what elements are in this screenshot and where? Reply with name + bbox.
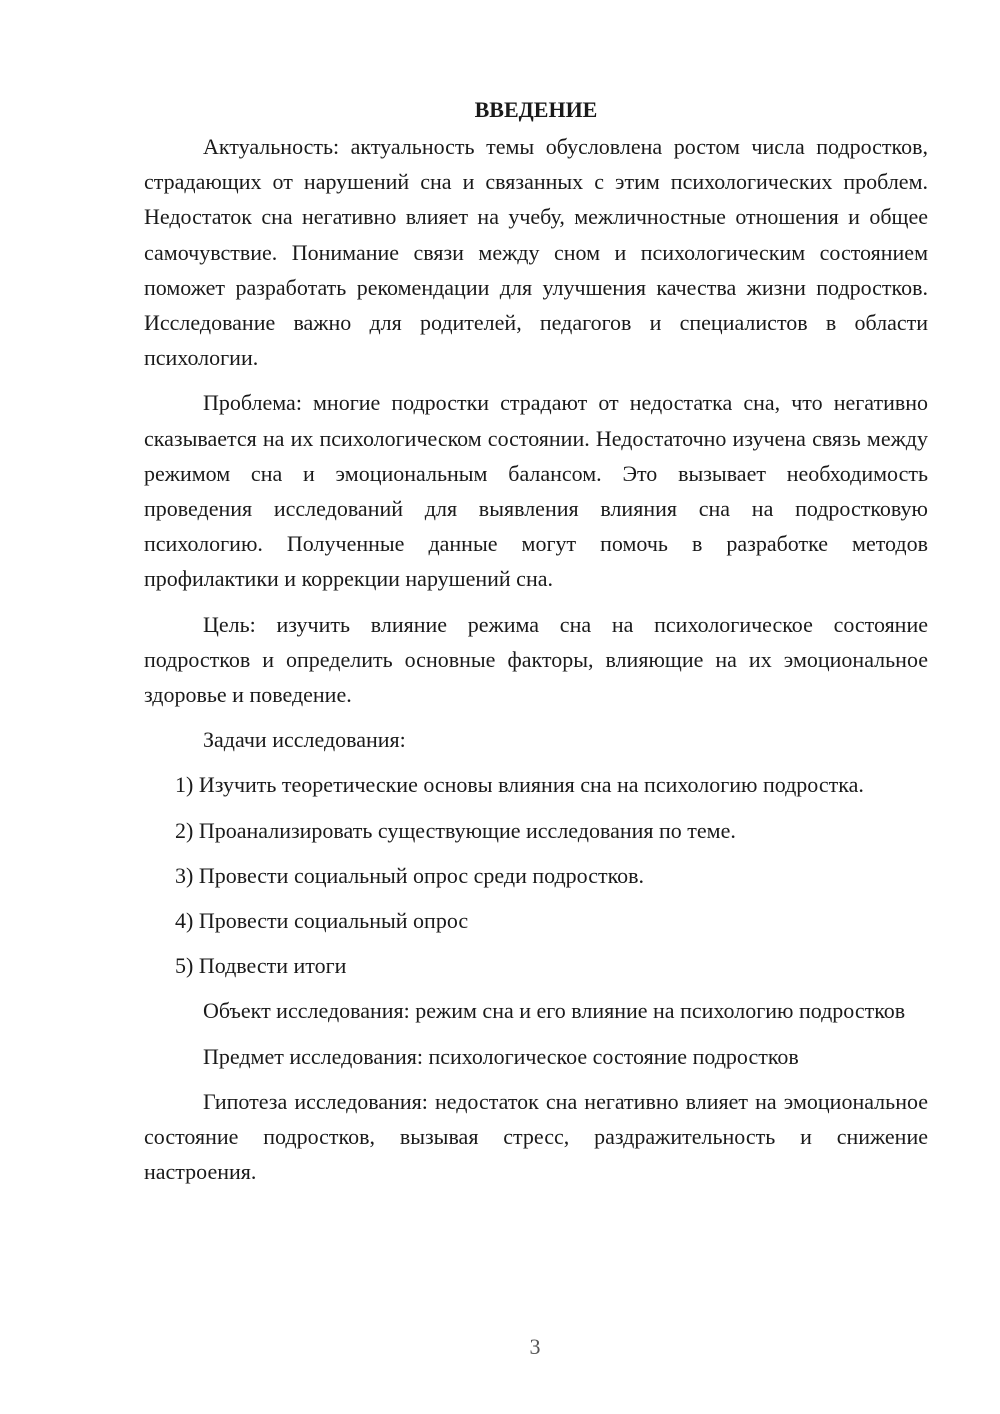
paragraph-hypothesis: Гипотеза исследования: недостаток сна негативно влияет на эмоциональное состояние подростков, вызывая стресс, раздражительность и снижение настроения. (144, 1088, 928, 1185)
paragraph-relevance: Актуальность: актуальность темы обусловлена ростом числа подростков, страдающих от нарушений сна и связанных с этим психологических проблем. Недостаток сна негативно влияет на учебу, межличностные отношения и общее самочувствие. Понимание связи между сном и психологическим состоянием поможет разработать рекомендации для улучшения качества жизни подростков. Исследование важно для родителей, педагогов и специалистов в области психологии. (144, 134, 928, 371)
task-item-4: 4) Провести социальный опрос (175, 908, 469, 934)
task-item-2: 2) Проанализировать существующие исследования по теме. (175, 817, 736, 843)
task-item-3: 3) Провести социальный опрос среди подростков. (175, 862, 645, 888)
task-item-5: 5) Подвести итоги (175, 953, 347, 979)
paragraph-object: Объект исследования: режим сна и его влияние на психологию подростков (203, 998, 906, 1024)
document-page (144, 92, 928, 1199)
tasks-list (144, 767, 928, 983)
task-item-1: 1) Изучить теоретические основы влияния сна на психологию подростка. (175, 772, 864, 798)
page-number: 3 (529, 1334, 541, 1359)
paragraph-goal: Цель: изучить влияние режима сна на психологическое состояние подростков и определить основные факторы, влияющие на их эмоциональное здоровье и поведение. (144, 611, 928, 708)
paragraph-problem: Проблема: многие подростки страдают от недостатка сна, что негативно сказывается на их психологическом состоянии. Недостаточно изучена связь между режимом сна и эмоциональным балансом. Это вызывает необходимость проведения исследований для выявления влияния сна на подростковую психологию. Полученные данные могут помочь в разработке методов профилактики и коррекции нарушений сна. (144, 390, 928, 592)
section-title: ВВЕДЕНИЕ (474, 97, 598, 122)
paragraph-tasks-heading: Задачи исследования: (203, 727, 406, 753)
paragraph-subject: Предмет исследования: психологическое состояние подростков (203, 1043, 799, 1069)
